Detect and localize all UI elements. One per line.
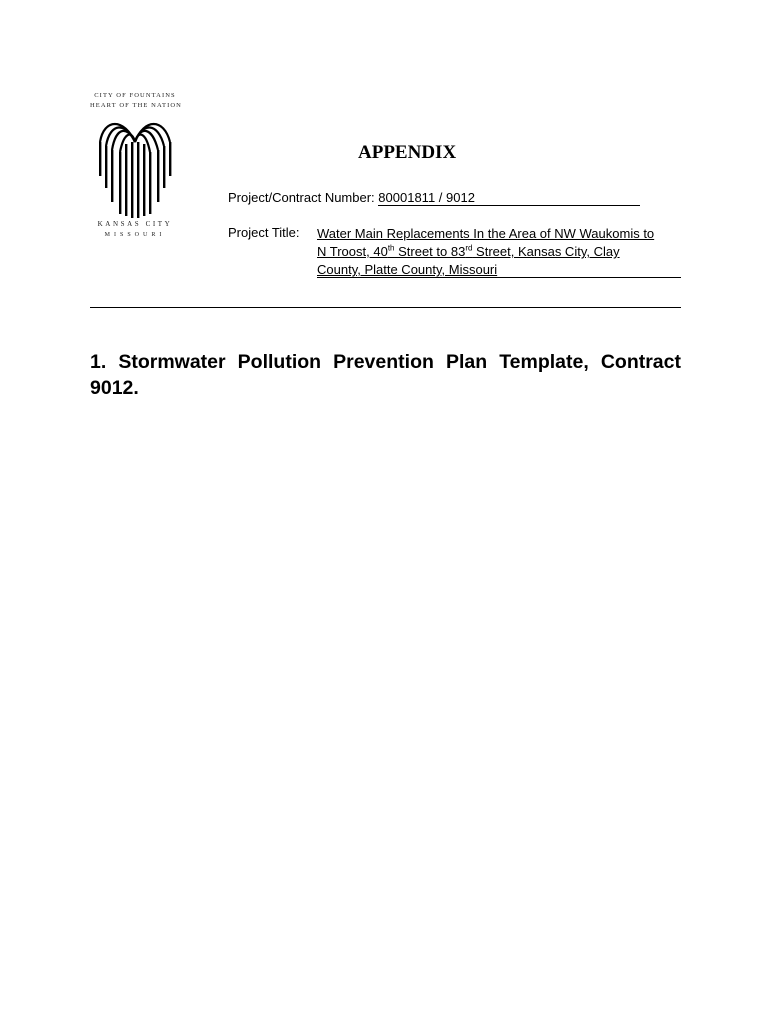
- logo-motto-line2: HEART OF THE NATION: [90, 102, 182, 109]
- line2-superscript-a: th: [387, 243, 395, 253]
- line2-part-a: N Troost, 40: [317, 244, 388, 259]
- project-title-value: [317, 225, 681, 278]
- fountain-icon: [96, 112, 174, 218]
- logo-state-name: MISSOURI: [104, 232, 166, 238]
- project-title-line1-text: Water Main Replacements In the Area of NW Waukomis to: [317, 226, 655, 241]
- line2-superscript-b: rd: [465, 243, 473, 253]
- project-title-line2: [317, 243, 681, 261]
- appendix-title: APPENDIX: [358, 142, 457, 163]
- contract-number-row: [228, 189, 640, 206]
- logo-city-name: KANSAS CITY: [97, 220, 173, 228]
- line2-part-b: Street to 83: [394, 244, 466, 259]
- logo-motto-line1: CITY OF FOUNTAINS: [94, 92, 176, 99]
- project-title-line2-text: [317, 243, 620, 261]
- project-title-line3: [317, 261, 681, 278]
- project-title-label: Project Title:: [228, 225, 300, 240]
- contract-number-value: 80001811 / 9012: [378, 190, 640, 206]
- project-title-line3-text: County, Platte County, Missouri: [317, 262, 498, 277]
- contract-number-label: Project/Contract Number:: [228, 190, 375, 205]
- kansas-city-logo: [90, 92, 180, 262]
- project-title-line1: [317, 225, 681, 243]
- section-heading: 1. Stormwater Pollution Prevention Plan Template, Contract 9012.: [90, 351, 681, 399]
- horizontal-divider: [90, 307, 681, 308]
- line2-part-c: Street, Kansas City, Clay: [472, 244, 620, 259]
